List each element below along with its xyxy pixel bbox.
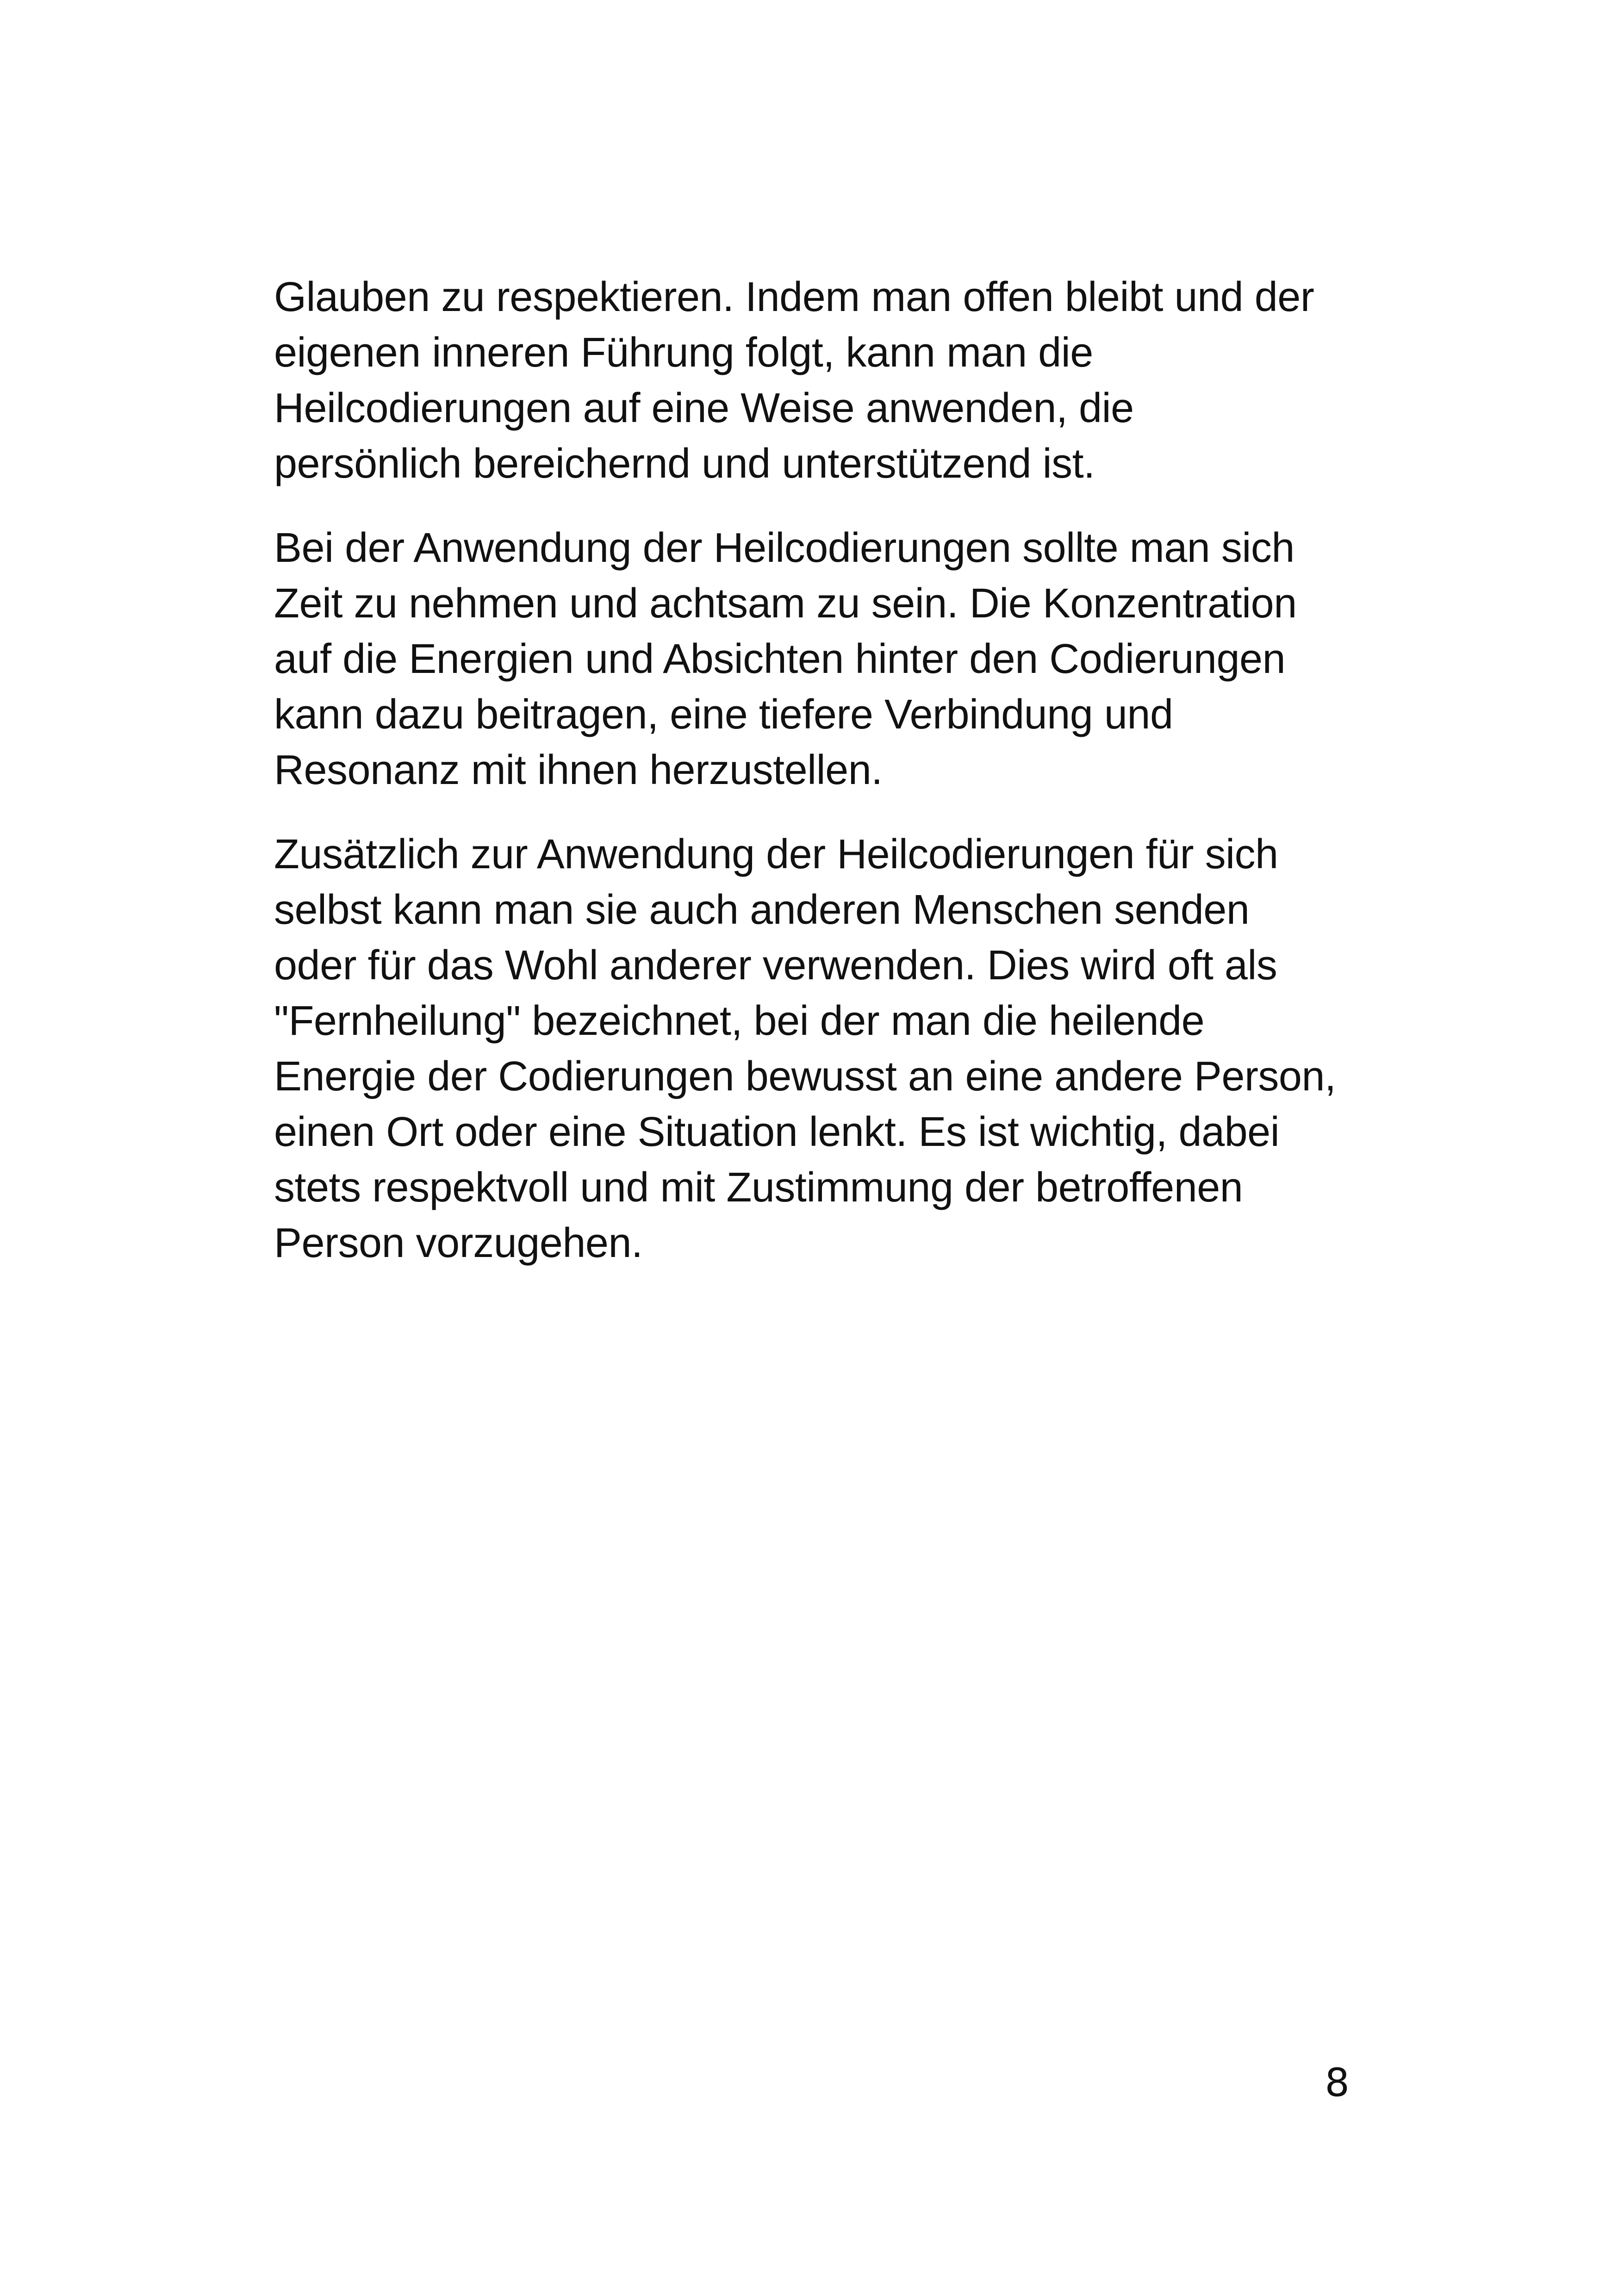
text-line: persönlich bereichernd und unterstützend ist. <box>274 441 1095 487</box>
body-text <box>274 269 1357 1300</box>
text-line: Glauben zu respektieren. Indem man offen bleibt und der <box>274 274 1314 320</box>
paragraph-2 <box>274 520 1357 798</box>
text-line: Zeit zu nehmen und achtsam zu sein. Die Konzentration <box>274 580 1297 627</box>
paragraph-3 <box>274 827 1357 1271</box>
text-line: Heilcodierungen auf eine Weise anwenden, die <box>274 385 1134 431</box>
page-number: 8 <box>1325 2060 1350 2105</box>
text-line: Bei der Anwendung der Heilcodierungen sollte man sich <box>274 525 1294 571</box>
text-line: Resonanz mit ihnen herzustellen. <box>274 747 883 793</box>
text-line: eigenen inneren Führung folgt, kann man die <box>274 330 1093 376</box>
text-line: Zusätzlich zur Anwendung der Heilcodierungen für sich <box>274 831 1278 877</box>
text-line: stets respektvoll und mit Zustimmung der betroffenen <box>274 1164 1243 1211</box>
text-line: auf die Energien und Absichten hinter den Codierungen <box>274 636 1286 682</box>
text-line: selbst kann man sie auch anderen Menschen senden <box>274 887 1250 933</box>
text-line: einen Ort oder eine Situation lenkt. Es ist wichtig, dabei <box>274 1109 1280 1155</box>
paragraph-1 <box>274 269 1357 492</box>
text-line: oder für das Wohl anderer verwenden. Dies wird oft als <box>274 942 1277 989</box>
text-line: Energie der Codierungen bewusst an eine andere Person, <box>274 1053 1336 1100</box>
text-line: "Fernheilung" bezeichnet, bei der man die heilende <box>274 998 1205 1044</box>
text-line: Person vorzugehen. <box>274 1220 643 1266</box>
text-line: kann dazu beitragen, eine tiefere Verbindung und <box>274 691 1173 738</box>
